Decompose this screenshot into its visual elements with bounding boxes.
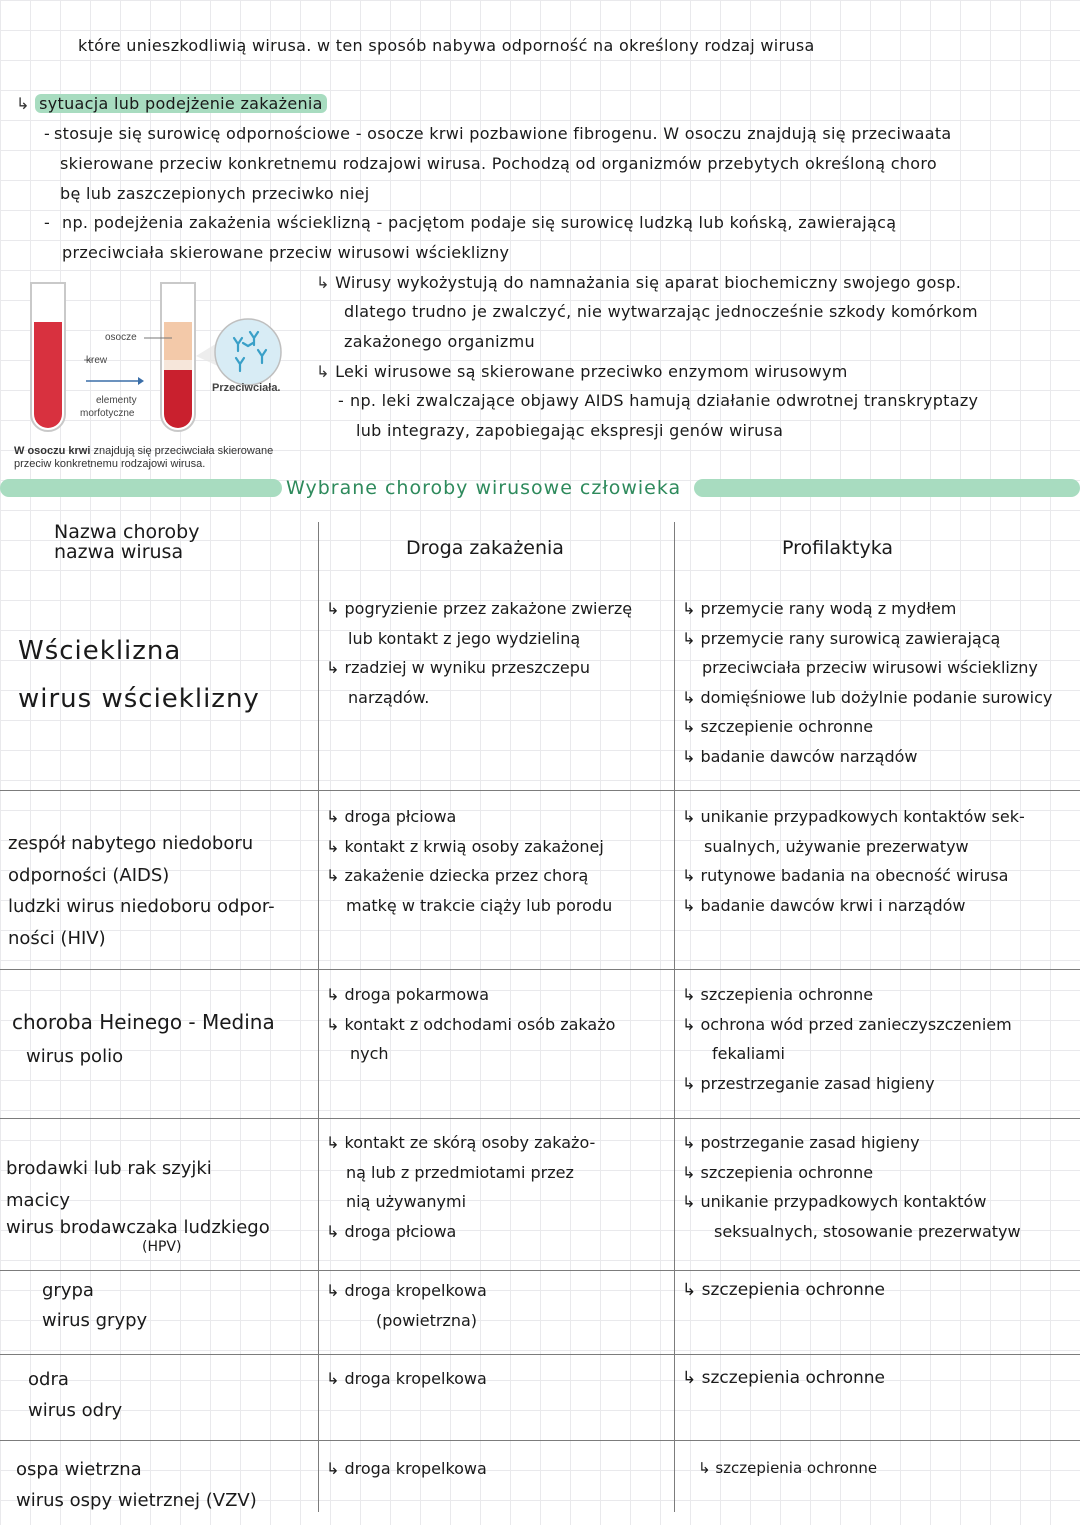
row6-prevention: [682, 1364, 885, 1394]
header-prevention: Profilaktyka: [782, 537, 894, 559]
row2-name: [8, 828, 275, 954]
route-line: ↳ droga płciowa: [326, 1221, 457, 1241]
row7-name: [16, 1454, 257, 1516]
paragraph4-text: Leki wirusowe są skierowane przeciwko enzymom wirusowym: [335, 362, 848, 381]
prevention-line: ↳ domięśniowe lub dożylnie podanie surowicy: [682, 687, 1053, 707]
banner-bar-right: [694, 479, 1080, 497]
name-line: wirus ospy wietrznej (VZV): [16, 1490, 257, 1511]
header-name: [54, 522, 200, 562]
paragraph1-line3: bę lub zaszczepionych przeciwko niej: [60, 184, 370, 203]
row5-route: [326, 1276, 487, 1335]
row6-name: [28, 1364, 122, 1426]
prevention-line: ↳ badanie dawców krwi i narządów: [682, 895, 966, 915]
label-cells-1: elementy: [96, 395, 137, 406]
name-line: grypa: [42, 1280, 94, 1301]
name-line: odporności (AIDS): [8, 864, 170, 886]
dash-bullet: -: [44, 213, 51, 232]
prevention-line: ↳ unikanie przypadkowych kontaktów: [682, 1192, 987, 1211]
route-line: ↳ pogryzienie przez zakażone zwierzę: [326, 599, 633, 618]
route-line: nią używanymi: [346, 1192, 467, 1211]
route-line: ↳ droga kropelkowa: [326, 1459, 487, 1478]
figure-caption: [14, 445, 273, 471]
header-route: Droga zakażenia: [406, 537, 564, 559]
route-line: ↳ droga płciowa: [326, 807, 457, 826]
figure-caption-line2: przeciw konkretnemu rodzajowi wirusa.: [14, 458, 206, 470]
banner-bar-left: [0, 479, 282, 497]
paragraph3: [316, 273, 961, 292]
row4-name: [6, 1153, 270, 1255]
dash-bullet: -: [338, 391, 345, 410]
header-name-line1: Nazwa choroby: [54, 521, 200, 543]
prevention-line: ↳ szczepienia ochronne: [682, 1280, 885, 1300]
tube-whole-blood: [30, 282, 66, 432]
figure-caption-bold: W osoczu krwi: [14, 445, 91, 457]
prevention-line: przeciwciała przeciw wirusowi wścieklizny: [702, 658, 1038, 677]
section-heading-text: sytuacja lub podejżenie zakażenia: [35, 94, 327, 113]
paragraph3-line1: Wirusy wykożystują do namnażania się aparat biochemiczny swojego gosp.: [335, 273, 962, 292]
arrow-icon: ↳: [16, 94, 30, 113]
row3-name-line2: wirus polio: [26, 1046, 124, 1067]
prevention-line: ↳ szczepienie ochronne: [682, 717, 874, 736]
name-line: zespół nabytego niedoboru: [8, 833, 254, 854]
prevention-line: ↳ szczepienia ochronne: [682, 1162, 874, 1182]
figure-caption-rest: znajdują się przeciwciała skierowane: [90, 445, 274, 457]
paragraph5-line2: lub integrazy, zapobiegając ekspresji genów wirusa: [356, 421, 784, 440]
row7-route: [326, 1454, 487, 1484]
name-line: wirus brodawczaka ludzkiego: [6, 1217, 270, 1238]
route-line: matkę w trakcie ciąży lub porodu: [346, 895, 613, 915]
route-line: ↳ rzadziej w wyniku przeszczepu: [326, 658, 591, 677]
prevention-line: ↳ ochrona wód przed zanieczyszczeniem: [682, 1014, 1012, 1034]
paragraph3-line3: zakażonego organizmu: [344, 332, 535, 351]
row-divider: [0, 1118, 1080, 1119]
paragraph4: [316, 362, 848, 381]
table-title: Wybrane choroby wirusowe człowieka: [286, 477, 682, 499]
prevention-line: fekaliami: [712, 1044, 785, 1063]
prevention-line: ↳ rutynowe badania na obecność wirusa: [682, 866, 1009, 885]
route-line: ↳ droga kropelkowa: [326, 1281, 487, 1300]
name-line: wirus grypy: [42, 1310, 148, 1331]
name-line: brodawki lub rak szyjki: [6, 1158, 212, 1179]
paragraph5-line1: np. leki zwalczające objawy AIDS hamują działanie odwrotnej transkryptazy: [350, 391, 979, 410]
route-line: ↳ kontakt z odchodami osób zakażo: [326, 1014, 616, 1034]
prevention-line: ↳ szczepienia ochronne: [698, 1459, 878, 1477]
row5-name: [42, 1276, 147, 1336]
row2-prevention: [682, 802, 1080, 920]
row3-name-line1: choroba Heinego - Medina: [12, 1010, 275, 1034]
row1-route: [326, 594, 632, 712]
intro-line: które unieszkodliwią wirusa. w ten sposób nabywa odporność na określony rodzaj wirusa: [78, 36, 815, 55]
row4-prevention: [682, 1128, 1080, 1246]
paragraph2-line1: np. podejżenia zakażenia wścieklizną - pacjętom podaje się surowicę ludzką lub końską, zawierającą: [62, 213, 897, 232]
name-line: wirus odry: [28, 1400, 123, 1421]
route-line: ną lub z przedmiotami przez: [346, 1162, 574, 1182]
route-line: ↳ droga kropelkowa: [326, 1369, 487, 1388]
label-cells-2: morfotyczne: [80, 408, 135, 419]
paragraph1-line2: skierowane przeciw konkretnemu rodzajowi wirusa. Pochodzą od organizmów przebytych określoną choro: [60, 154, 937, 173]
prevention-line: ↳ przestrzeganie zasad higieny: [682, 1073, 935, 1093]
name-line: ospa wietrzna: [16, 1459, 142, 1480]
prevention-line: ↳ szczepienia ochronne: [682, 985, 874, 1004]
dash-bullet: -: [44, 124, 51, 143]
paragraph3-line2: dlatego trudno je zwalczyć, nie wytwarzając jednocześnie szkody komórkom: [344, 302, 978, 321]
label-antibodies: Przeciwciała.: [212, 382, 281, 394]
row2-route: [326, 802, 672, 920]
row6-route: [326, 1364, 487, 1394]
prevention-line: ↳ unikanie przypadkowych kontaktów sek-: [682, 807, 1025, 826]
name-line: odra: [28, 1369, 69, 1390]
row1-name-line1: Wścieklizna: [18, 636, 182, 666]
name-line: (HPV): [142, 1239, 182, 1255]
route-line: ↳ kontakt ze skórą osoby zakażo-: [326, 1133, 596, 1152]
row4-route: [326, 1128, 672, 1246]
label-plasma: osocze: [105, 332, 137, 343]
row-divider: [0, 790, 1080, 791]
row1-name-line2: wirus wścieklizny: [18, 684, 260, 714]
arrow-icon: ↳: [316, 273, 330, 292]
row-divider: [0, 969, 1080, 970]
name-line: ludzki wirus niedoboru odpor-: [8, 896, 275, 917]
prevention-line: ↳ przemycie rany surowicą zawierającą: [682, 628, 1001, 648]
row1-prevention: [682, 594, 1080, 771]
row3-prevention: [682, 980, 1080, 1098]
prevention-line: sualnych, używanie prezerwatyw: [704, 836, 969, 856]
header-name-line2: nazwa wirusa: [54, 541, 184, 563]
route-line: ↳ zakażenie dziecka przez chorą: [326, 866, 589, 885]
prevention-line: seksualnych, stosowanie prezerwatyw: [714, 1221, 1021, 1241]
column-divider: [318, 522, 319, 1512]
name-line: macicy: [6, 1190, 71, 1211]
row3-route: [326, 980, 672, 1069]
row-divider: [0, 1440, 1080, 1441]
label-blood: krew: [86, 355, 108, 366]
prevention-line: ↳ szczepienia ochronne: [682, 1368, 885, 1388]
route-line: ↳ droga pokarmowa: [326, 985, 490, 1004]
route-line: narządów.: [348, 687, 430, 707]
route-line: (powietrzna): [376, 1310, 477, 1330]
arrow-icon: ↳: [316, 362, 330, 381]
section-heading: [16, 94, 327, 113]
column-divider: [674, 522, 675, 1512]
route-line: ↳ kontakt z krwią osoby zakażonej: [326, 836, 604, 856]
route-line: nych: [350, 1044, 389, 1063]
row5-prevention: [682, 1276, 885, 1306]
paragraph1-line1: stosuje się surowicę odpornościowe - osocze krwi pozbawione fibrogenu. W osoczu znajdują się przeciwaata: [54, 124, 952, 143]
paragraph2-line2: przeciwciała skierowane przeciw wirusowi wścieklizny: [62, 243, 510, 262]
prevention-line: ↳ badanie dawców narządów: [682, 746, 918, 766]
name-line: ności (HIV): [8, 927, 106, 949]
prevention-line: ↳ postrzeganie zasad higieny: [682, 1133, 920, 1152]
route-line: lub kontakt z jego wydzieliną: [348, 628, 581, 648]
row-divider: [0, 1270, 1080, 1271]
row-divider: [0, 1354, 1080, 1355]
prevention-line: ↳ przemycie rany wodą z mydłem: [682, 599, 957, 618]
row7-prevention: [698, 1454, 877, 1484]
